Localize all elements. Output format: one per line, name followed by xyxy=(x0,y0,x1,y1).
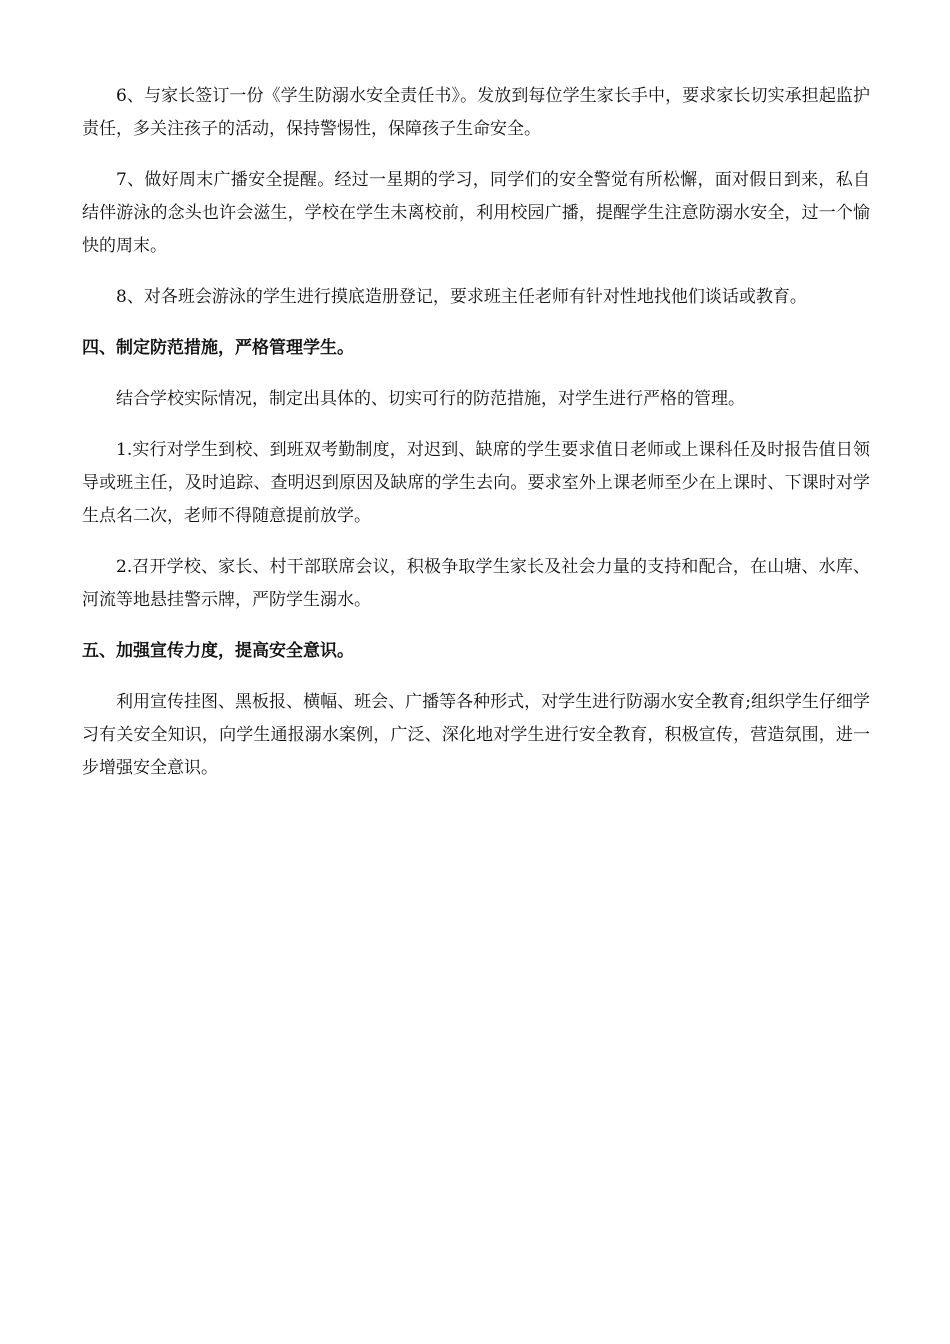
section-heading-4: 四、制定防范措施，严格管理学生。 xyxy=(82,338,354,358)
paragraph-item-8: 8、对各班会游泳的学生进行摸底造册登记，要求班主任老师有针对性地找他们谈话或教育。 xyxy=(116,287,807,307)
section-4-intro: 结合学校实际情况，制定出具体的、切实可行的防范措施，对学生进行严格的管理。 xyxy=(116,389,745,409)
section-heading-5: 五、加强宣传力度，提高安全意识。 xyxy=(82,641,354,661)
document-body xyxy=(82,80,870,803)
section-4-item-2: 2.召开学校、家长、村干部联席会议，积极争取学生家长及社会力量的支持和配合，在山塘、水库、河流等地悬挂警示牌，严防学生溺水。 xyxy=(82,557,870,610)
section-5-body: 利用宣传挂图、黑板报、横幅、班会、广播等各种形式，对学生进行防溺水安全教育;组织学生仔细学习有关安全知识，向学生通报溺水案例，广泛、深化地对学生进行安全教育，积极宣传，营造氛围，进一步增强安全意识。 xyxy=(82,692,870,778)
section-4-item-1: 1.实行对学生到校、到班双考勤制度，对迟到、缺席的学生要求值日老师或上课科任及时报告值日领导或班主任，及时追踪、查明迟到原因及缺席的学生去向。要求室外上课老师至少在上课时、下课时对学生点名二次，老师不得随意提前放学。 xyxy=(82,440,870,526)
paragraph-item-7: 7、做好周末广播安全提醒。经过一星期的学习，同学们的安全警觉有所松懈，面对假日到来，私自结伴游泳的念头也许会滋生，学校在学生未离校前，利用校园广播，提醒学生注意防溺水安全，过一个愉快的周末。 xyxy=(82,170,870,256)
paragraph-item-6: 6、与家长签订一份《学生防溺水安全责任书》。发放到每位学生家长手中，要求家长切实承担起监护责任，多关注孩子的活动，保持警惕性，保障孩子生命安全。 xyxy=(82,86,870,139)
